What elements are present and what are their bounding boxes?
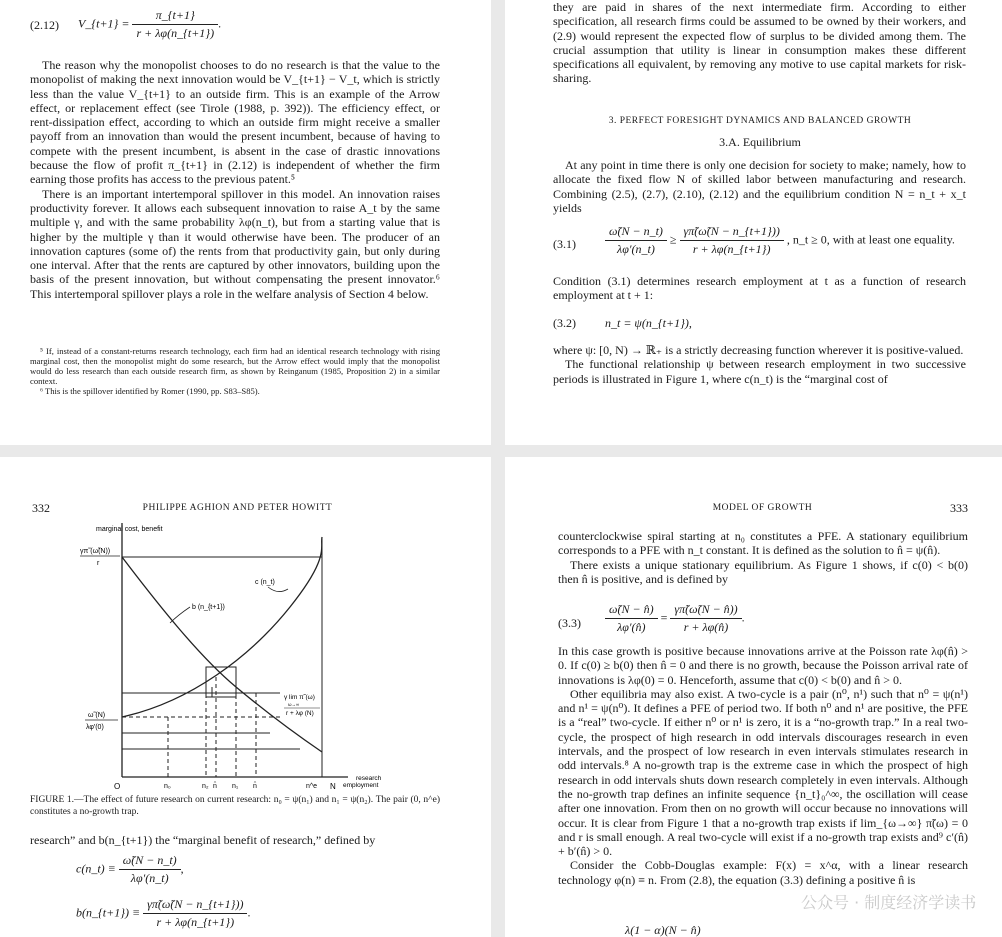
footnote-5: ⁵ If, instead of a constant-returns research technology, each firm had an identical research technology with rising marginal cost, then the monopolist might do some research, but the Arrow effect would imply that the monopolist would do less research than each outside research firm, as shown by Reinganum (1985, Proposition 2) in a similar context. (30, 346, 440, 386)
paragraph: At any point in time there is only one decision for society to make; namely, how to allocate the fixed flow N of skilled labor between manufacturing and research. Combining (2.5), (2.7), (2.10), (2.12) and the equilibrium condition N = n_t + x_t yields (553, 158, 966, 215)
paragraph: Consider the Cobb-Douglas example: F(x) = x^α, with a linear research technology φ(n) ≡ n. From (2.8), the equation (3.3) defining a positive n̂ is (558, 858, 968, 887)
equation-lhs: b(n_{t+1}) ≡ (76, 905, 141, 920)
subsection-title: 3.A. Equilibrium (719, 135, 801, 149)
equation-numerator: γπ̃(ω̃(N − n̂)) (670, 602, 741, 619)
equation-denominator: r + λφ(n_{t+1}) (692, 242, 771, 256)
body-text (30, 58, 440, 301)
curve-b-pointer (170, 607, 190, 623)
equation-3-3: $\frac{\omegã(N - n̂)}{\lambda\varphi'(n̂)}$ = $\frac{\gamma\pĩ(\omegã(N - n̂))}{r + \lambda\varphi(n̂)}$ . (605, 602, 745, 635)
page-top-right (505, 0, 1002, 445)
y-label-mid: ω̃ (N) (88, 712, 106, 719)
equation-lhs: c(n_t) ≡ (76, 861, 116, 876)
equation-number-3-3: (3.3) (558, 616, 581, 630)
equation-numerator: ω̃(N − n̂) (605, 602, 658, 619)
paragraph: where ψ: [0, N) → ℝ₊ is a strictly decreasing function wherever it is positive-valued. (553, 343, 964, 357)
equation-numerator: ω̃(N − n_t) (119, 853, 181, 870)
equation-condition: , n_t ≥ 0, with at least one equality. (786, 232, 955, 247)
x-axis-title-2: employment (343, 782, 379, 789)
equation-fraction (143, 897, 247, 930)
equation-b: b(n_{t+1}) ≡ $\frac{\gamma\pĩ(\omegã(N - n\_\{t+1\}))}{r + \lambda\varphi(n\_\{t+1\})}$ . (76, 897, 251, 929)
equation-relation: ≥ (669, 232, 677, 247)
paragraph: There is an important intertemporal spillover in this model. An innovation raises productivity forever. It allows each subsequent innovation to raise A_t by the same multiple γ, and with the same probability λφ(n_t), but from a starting value that is higher by the multiple γ than it would otherwise have been. The producer of an innovation captures (some of) the rents from that productivity gain, but only during one interval. After that the rents are captured by other innovators, building upon the basis of the present innovation, but without compensating the present innovator.⁶ This intertemporal spillover plays a role in the welfare analysis of Section 4 below. (30, 186, 440, 301)
footnotes (30, 346, 440, 396)
x-label-ne: n^e (306, 783, 318, 790)
equation-numerator: π_{t+1} (132, 8, 218, 25)
equation-number-3-1: (3.1) (553, 237, 576, 251)
paragraph: The reason why the monopolist chooses to do no research is that the value to the monopolist of making the next innovation would be V_{t+1} − V_t, which is strictly less than the value V_{t+1} to an outside firm. This is an example of the Arrow effect, or replacement effect (see Tirole (1988, p. 392)). The efficiency effect, or rent-dissipation effect, according to which an outside firm might receive a smaller payoff from an innovation than would the present incumbent, because of having to compete with the present incumbent, is absent in the case of drastic innovations because the flow of profit π_{t+1} in (2.12) is independent of whether the firm earning those profits has access to the previous patent.⁵ (30, 58, 440, 187)
equation-3-1 (605, 224, 955, 257)
equation-fraction (119, 853, 181, 886)
x-label-n1: n₁ (232, 783, 239, 790)
y-label-mid-denominator: λφ′(0) (86, 724, 104, 731)
body-text-top (553, 0, 966, 86)
body-text (30, 833, 440, 847)
equation-2-12: V_{t+1} = $\frac{\pi\_\{t+1\}}{r + \lambda\varphi(n\_\{t+1\})}$ . (78, 8, 222, 40)
paragraph: In this case growth is positive because innovations arrive at the Poisson rate λφ(n̂) > 0. If c(0) ≥ b(0) then n̂ = 0 and there is no growth, because the Poisson arrival rate of innovations is λφ(0) = 0. Henceforth, assume that c(0) < b(0) and n̂ > 0. (558, 644, 968, 687)
x-origin: O (114, 782, 121, 791)
paragraph: The functional relationship ψ between research employment in two successive periods is illustrated in Figure 1, where c(n_t) is the “marginal cost of (553, 357, 966, 386)
equation-3-2: n_t = ψ(n_{t+1}), (605, 316, 692, 330)
body-text (558, 529, 968, 586)
equation-denominator: r + λφ(n_{t+1}) (136, 26, 215, 40)
equation-numerator: γπ̃(ω̃(N − n_{t+1})) (680, 224, 784, 241)
page-number: 332 (32, 501, 50, 515)
x-label-n0: n₀ (164, 783, 171, 790)
equation-numerator: γπ̃(ω̃(N − n_{t+1})) (143, 897, 247, 914)
body-text (558, 644, 968, 887)
page-number: 333 (950, 501, 968, 515)
page-bottom-left (0, 457, 491, 937)
x-label-nhat: n̂ (213, 783, 217, 790)
curve-c-pointer (268, 587, 288, 592)
x-label-n2: n₂ (202, 783, 209, 790)
y-label-top: γπ̃ (ω̃(N)) (80, 548, 111, 555)
equation-denominator: r + λφ(n̂) (683, 620, 729, 634)
page-top-left (0, 0, 491, 445)
equation-denominator: r + λφ(n_{t+1}) (156, 915, 235, 929)
body-text (553, 158, 966, 215)
watermark: 公众号 · 制度经济学读书 (801, 893, 977, 912)
section-title: 3. PERFECT FORESIGHT DYNAMICS AND BALANCED GROWTH (608, 116, 912, 126)
limit-label: γ lim π̃ (ω) (284, 694, 315, 701)
equation-lhs: V_{t+1} = (78, 16, 130, 31)
running-head: PHILIPPE AGHION AND PETER HOWITT (142, 503, 333, 513)
footnote-6: ⁶ This is the spillover identified by Romer (1990, pp. S83–S85). (40, 386, 260, 396)
x-label-N: N (330, 782, 336, 791)
equation-fraction (132, 8, 218, 41)
x-axis-title-1: research (356, 775, 382, 782)
equation-fraction (670, 602, 741, 635)
equation-denominator: λφ′(n̂) (617, 620, 646, 634)
y-label-top-denominator: r (97, 560, 100, 567)
equation-denominator: λφ′(n_t) (130, 871, 169, 885)
equation-fraction (605, 224, 667, 257)
y-axis-title: marginal cost, benefit (96, 526, 163, 533)
equation-fraction (680, 224, 784, 257)
running-head: MODEL OF GROWTH (712, 503, 813, 513)
curve-b-label: b (n_{t+1}) (192, 604, 225, 611)
body-text (553, 343, 966, 386)
curve-c-label: c (n_t) (255, 579, 275, 586)
page-bottom-right (505, 457, 1002, 937)
paragraph: Condition (3.1) determines research employment at t as a function of research employment at t + 1: (553, 274, 966, 303)
limit-label-denominator: r + λφ (N) (286, 710, 314, 717)
body-text (553, 274, 966, 303)
equation-partial: λ(1 − α)(N − n̂) (625, 923, 701, 937)
equation-fraction (605, 602, 658, 635)
equation-numerator: ω̃(N − n_t) (605, 224, 667, 241)
paragraph: counterclockwise spiral starting at n₀ constitutes a PFE. A stationary equilibrium corresponds to a PFE with n_t constant. It is defined as the solution to n̂ = ψ(n̂). (558, 529, 968, 558)
figure-1 (0, 517, 491, 792)
x-label-nhat-b: n̂ (253, 783, 257, 790)
equation-denominator: λφ′(n_t) (617, 242, 655, 256)
limit-label-subscript: ω→∞ (288, 702, 300, 707)
equation-number-3-2: (3.2) (553, 316, 576, 330)
paragraph: research” and b(n_{t+1}) the “marginal benefit of research,” defined by (30, 833, 376, 847)
paragraph: There exists a unique stationary equilibrium. As Figure 1 shows, if c(0) < b(0) then n̂ is positive, and is defined by (558, 557, 968, 586)
paragraph: Other equilibria may also exist. A two-cycle is a pair (n⁰, n¹) such that n⁰ = ψ(n¹) and n¹ = ψ(n⁰). It defines a PFE of period two. If both n⁰ and n¹ are positive, the PFE is a “real” two-cycle. If either n⁰ or n¹ is zero, it is a “no-growth trap.” In a real two-cycle, the prospect of high research in odd intervals discourages research in even intervals, and the prospect of low research in even intervals stimulates research in odd intervals.⁸ A no-growth trap is the extreme case in which the prospect of high research in odd intervals shuts down research completely in even intervals. Although the no-growth trap defines an infinite sequence {n_t}₀^∞, the oscillation will cease after one innovation. From then on no growth will occur because no innovations will occur. It is clear from Figure 1 that a no-growth trap exists if lim_{ω→∞} π̃(ω) = 0 and r is small enough. A real two-cycle will exist if a no-growth trap exists and⁹ c′(n̂) + b′(n̂) > 0. (558, 686, 968, 859)
paragraph: they are paid in shares of the next intermediate firm. According to either specification, all research firms could be assumed to be owned by their workers, and (2.9) would represent the expected flow of surplus to be divided among them. The crucial assumption that utility is linear in consumption makes these different specifications all equivalent, by removing any motive to use capital markets for risk-sharing. (553, 0, 966, 86)
figure-caption: FIGURE 1.—The effect of future research on current research: n₀ = ψ(n₁) and n₁ = ψ(n₂). The pair (0, n^e) constitutes a no-growth trap. (30, 795, 440, 817)
curve-b (122, 557, 322, 752)
curve-c (122, 537, 322, 717)
equation-number-2-12: (2.12) (30, 18, 59, 32)
equation-c: c(n_t) ≡ $\frac{\omegã(N - n\_t)}{\lambda\varphi'(n\_t)}$ , (76, 853, 184, 885)
